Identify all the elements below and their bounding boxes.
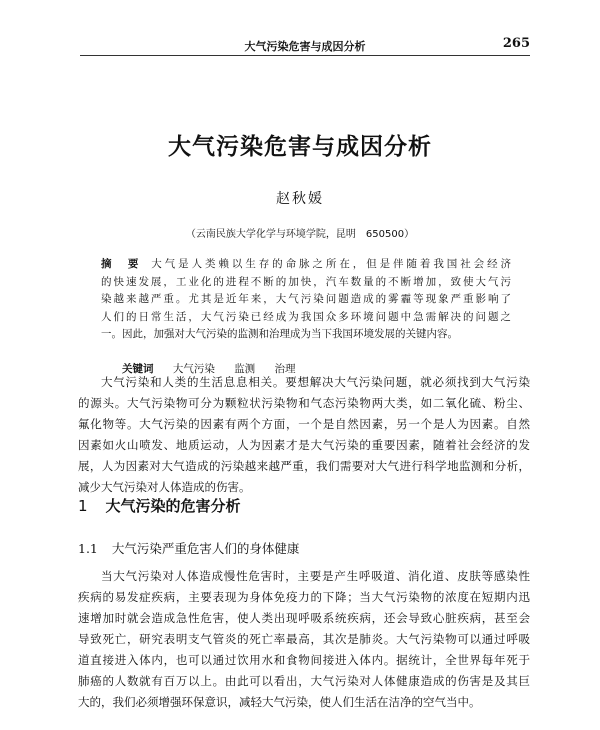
abstract-label: 摘 要 xyxy=(101,258,142,270)
article-title: 大气污染危害与成因分析 xyxy=(168,133,432,160)
text-line: 展，人为因素对大气造成的污染越来越严重，我们需要对大气进行科学地监测和分析， xyxy=(78,459,530,473)
abstract-line xyxy=(101,256,511,274)
subsection-number: 1.1 xyxy=(78,541,98,556)
text-line: 疾病的易发症疾病，主要表现为身体免疫力的下降；当大气污染物的浓度在短期内迅 xyxy=(78,590,530,604)
intro-paragraph xyxy=(78,372,530,498)
text-line: 因素如火山喷发、地质运动，人为因素才是大气污染的重要因素，随着社会经济的发 xyxy=(78,438,530,452)
abstract-line: 一。因此，加强对大气污染的监测和治理成为当下我国环境发展的关键内容。 xyxy=(101,328,458,340)
text-line: 肺癌的人数就有百万以上。由此可以看出，大气污染对人体健康造成的伤害是及其巨 xyxy=(78,674,530,688)
text-line: 减少大气污染对人体造成的伤害。 xyxy=(78,480,251,494)
subsection-heading xyxy=(78,539,299,557)
section-title: 大气污染的危害分析 xyxy=(105,497,241,515)
keywords-label: 关键词 xyxy=(122,363,154,375)
author: 赵秋媛 xyxy=(276,191,324,207)
text-line: 大气污染和人类的生活息息相关。要想解决大气污染问题，就必须找到大气污染 xyxy=(101,375,530,389)
abstract-line: 染越来越严重。尤其是近年来，大气污染问题造成的雾霾等现象严重影响了 xyxy=(101,293,511,305)
text-line: 道直接进入体内，也可以通过饮用水和食物间接进入体内。据统计，全世界每年死于 xyxy=(78,653,530,667)
text-line: 大的，我们必须增强环保意识，减轻大气污染，使人们生活在洁净的空气当中。 xyxy=(78,695,481,709)
abstract-text: 大气是人类赖以生存的命脉之所在，但是伴随着我国社会经济 xyxy=(151,258,511,270)
body-paragraph xyxy=(78,566,530,713)
abstract xyxy=(101,256,511,344)
text-line: 导致死亡，研究表明支气管炎的死亡率最高，其次是肺炎。大气污染物可以通过呼吸 xyxy=(78,632,530,646)
keyword: 治理 xyxy=(274,363,296,375)
running-header xyxy=(80,38,530,56)
page-number: 265 xyxy=(502,36,530,51)
section-heading xyxy=(78,495,241,516)
abstract-line: 的快速发展，工业化的进程不断的加快，汽车数量的不断增加，致使大气污 xyxy=(101,275,511,288)
keyword: 大气污染 xyxy=(172,363,215,375)
text-line: 氟化物等。大气污染的因素有两个方面，一个是自然因素，另一个是人为因素。自然 xyxy=(78,417,530,431)
text-line: 的源头。大气污染物可分为颗粒状污染物和气态污染物两大类，如二氧化硫、粉尘、 xyxy=(78,396,530,410)
text-line: 当大气污染对人体造成慢性危害时，主要是产生呼吸道、消化道、皮肤等感染性 xyxy=(101,569,530,583)
running-title: 大气污染危害与成因分析 xyxy=(244,40,366,53)
affiliation: （云南民族大学化学与环境学院，昆明 650500） xyxy=(185,229,415,240)
text-line: 速增加时就会造成急性危害，使人类出现呼吸系统疾病，还会导致心脏疾病，甚至会 xyxy=(78,611,530,625)
subsection-title: 大气污染严重危害人们的身体健康 xyxy=(111,541,300,556)
keyword: 监测 xyxy=(234,363,256,375)
abstract-line: 人们的日常生活，大气污染已经成为我国众多环境问题中急需解决的问题之 xyxy=(101,310,511,323)
section-number: 1 xyxy=(78,497,88,515)
